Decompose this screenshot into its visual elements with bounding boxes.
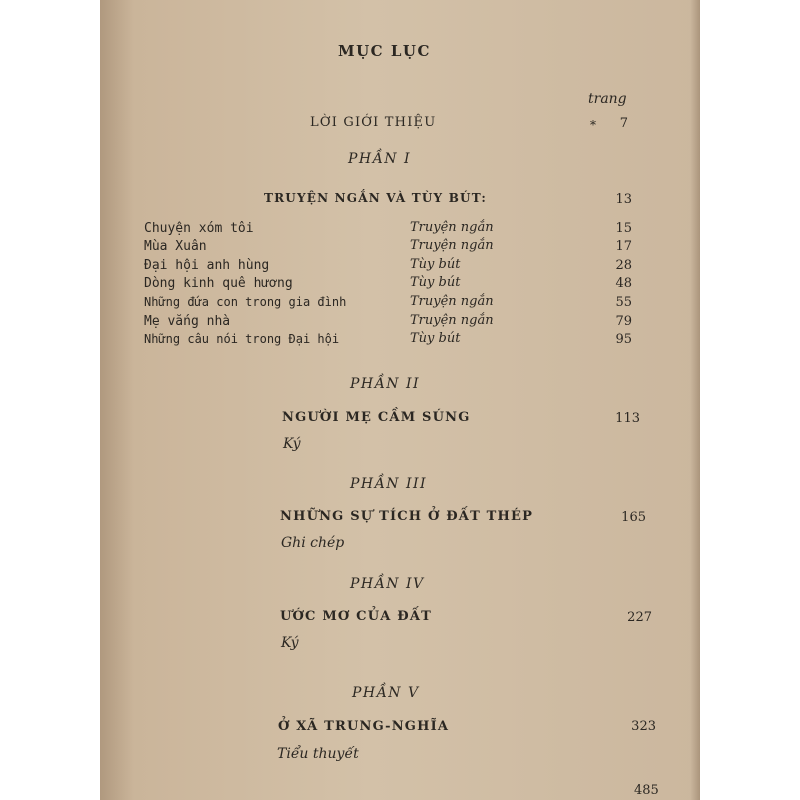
part-4-subtitle: Ký xyxy=(281,635,299,651)
part-4-title: ƯỚC MƠ CỦA ĐẤT xyxy=(280,609,432,624)
toc-entry-title: Những câu nói trong Đại hội xyxy=(144,332,340,346)
toc-entry-page: 48 xyxy=(615,276,632,291)
toc-entry-page: 79 xyxy=(615,314,632,329)
toc-entry-page: 15 xyxy=(615,221,632,236)
part-2-subtitle: Ký xyxy=(283,436,301,452)
intro-page: 7 xyxy=(619,116,628,131)
page-shadow-left xyxy=(100,0,134,800)
toc-entry-genre: Truyện ngắn xyxy=(410,294,494,309)
part-1-title: TRUYỆN NGẮN VÀ TÙY BÚT: xyxy=(264,191,488,205)
toc-entry-page: 28 xyxy=(615,258,632,273)
toc-entry-title: Mẹ vắng nhà xyxy=(144,314,231,329)
part-5-page: 323 xyxy=(631,719,656,734)
part-3-title: NHỮNG SỰ TÍCH Ở ĐẤT THÉP xyxy=(280,509,534,524)
toc-entry-title: Chuyện xóm tôi xyxy=(144,221,254,236)
toc-entry-title: Dòng kinh quê hương xyxy=(144,276,293,291)
part-3-page: 165 xyxy=(621,510,646,525)
part-4-label: PHẦN IV xyxy=(350,576,425,592)
page-shadow-right xyxy=(690,0,700,800)
part-2-page: 113 xyxy=(615,411,640,426)
part-3-label: PHẦN III xyxy=(350,476,428,492)
part-1-label: PHẦN I xyxy=(348,151,411,167)
part-1-page: 13 xyxy=(615,192,632,207)
part-4-page: 227 xyxy=(627,610,652,625)
intro-mark: * xyxy=(590,118,596,132)
toc-entry-page: 17 xyxy=(615,239,632,254)
toc-entry-title: Đại hội anh hùng xyxy=(144,258,270,273)
intro-title: LỜI GIỚI THIỆU xyxy=(310,115,437,130)
toc-entry-genre: Truyện ngắn xyxy=(410,238,494,253)
part-5-title: Ở XÃ TRUNG-NGHĨA xyxy=(278,719,450,734)
toc-entry-page: 95 xyxy=(615,332,632,347)
page-number: 485 xyxy=(634,783,659,798)
part-3-subtitle: Ghi chép xyxy=(281,535,345,551)
toc-entry-title: Những đứa con trong gia đình xyxy=(144,295,347,309)
toc-entry-page: 55 xyxy=(615,295,632,310)
part-2-title: NGƯỜI MẸ CẦM SÚNG xyxy=(282,410,471,425)
toc-entry-genre: Truyện ngắn xyxy=(410,220,494,235)
part-5-subtitle: Tiểu thuyết xyxy=(277,746,359,762)
toc-entry-genre: Tùy bút xyxy=(410,331,461,346)
part-2-label: PHẦN II xyxy=(350,376,420,392)
toc-entry-title: Mùa Xuân xyxy=(144,239,207,254)
toc-entry-genre: Tùy bút xyxy=(410,257,461,272)
toc-entry-genre: Truyện ngắn xyxy=(410,313,494,328)
toc-entry-genre: Tùy bút xyxy=(410,275,461,290)
page-column-label: trang xyxy=(588,91,627,107)
part-5-label: PHẦN V xyxy=(352,685,420,701)
page-title: MỤC LỤC xyxy=(338,42,431,60)
book-page xyxy=(100,0,700,800)
